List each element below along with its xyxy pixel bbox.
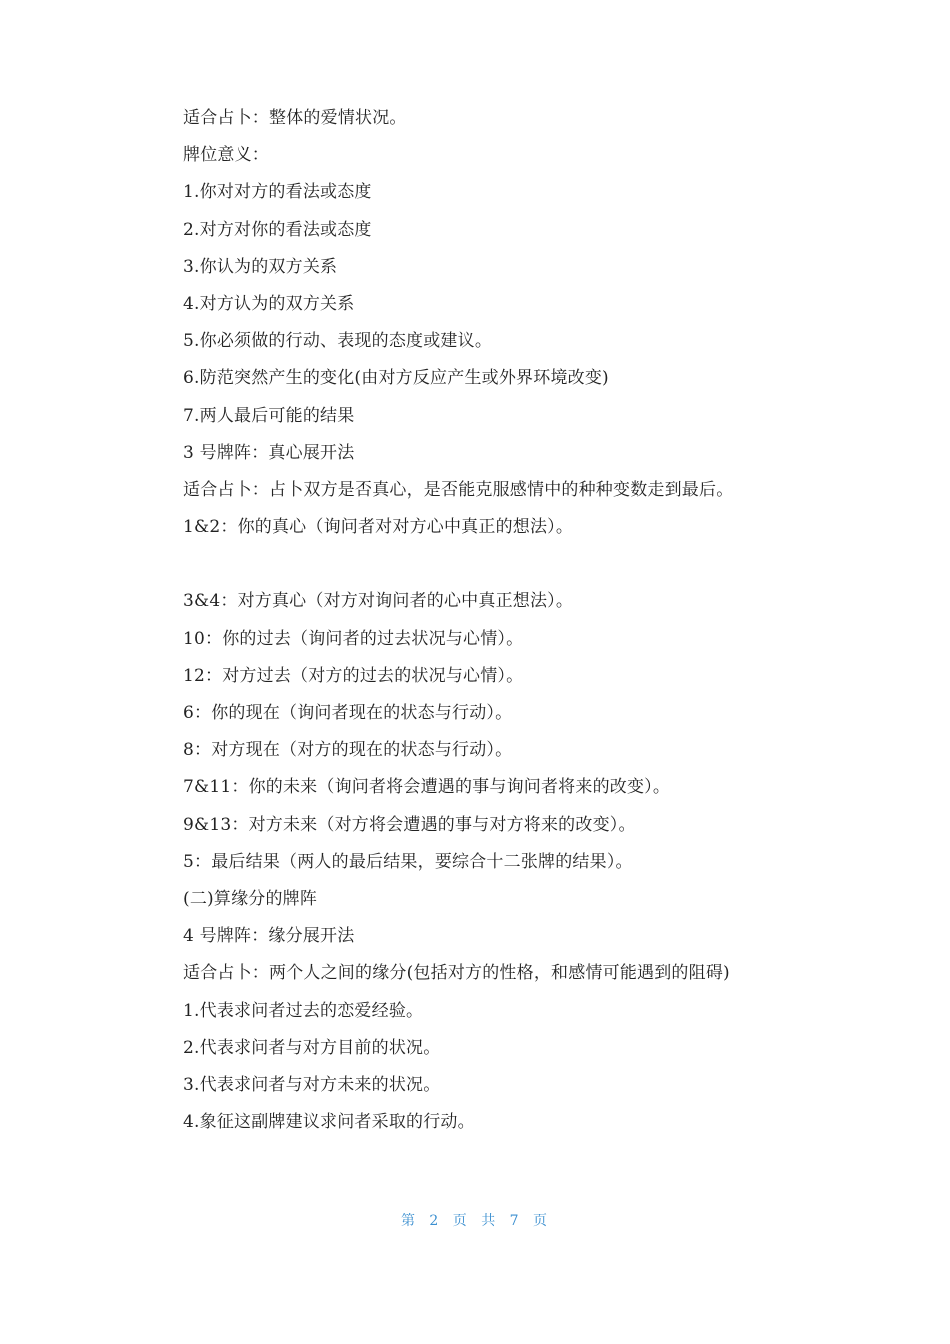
text-line: 7&11：你的未来（询问者将会遭遇的事与询问者将来的改变）。	[183, 777, 671, 798]
text-line: 牌位意义：	[183, 145, 269, 166]
text-line: 6：你的现在（询问者现在的状态与行动）。	[183, 703, 513, 723]
text-line: 3.你认为的双方关系	[183, 256, 338, 277]
text-line: 2.代表求问者与对方目前的状况。	[183, 1037, 441, 1058]
document-body	[183, 103, 873, 1144]
text-line: 5：最后结果（两人的最后结果，要综合十二张牌的结果）。	[183, 851, 633, 872]
text-line: 1.你对对方的看法或态度	[183, 182, 372, 203]
text-line: 6.防范突然产生的变化(由对方反应产生或外界环境改变)	[183, 368, 609, 389]
text-line: 5.你必须做的行动、表现的态度或建议。	[183, 331, 493, 352]
text-line: 8：对方现在（对方的现在的状态与行动）。	[183, 740, 513, 761]
text-line: 3.代表求问者与对方未来的状况。	[183, 1074, 441, 1095]
text-line: 10：你的过去（询问者的过去状况与心情）。	[183, 628, 524, 649]
text-line: 适合占卜：占卜双方是否真心，是否能克服感情中的种种变数走到最后。	[183, 479, 734, 500]
text-line: 4.对方认为的双方关系	[183, 293, 355, 314]
text-line: 适合占卜：整体的爱情状况。	[183, 108, 407, 128]
text-line: 9&13：对方未来（对方将会遭遇的事与对方将来的改变）。	[183, 814, 636, 835]
text-line: 12：对方过去（对方的过去的状况与心情）。	[183, 665, 524, 686]
section-heading: 3 号牌阵：真心展开法	[183, 442, 355, 463]
text-line: 1&2：你的真心（询问者对对方心中真正的想法）。	[183, 517, 574, 538]
text-line: 1.代表求问者过去的恋爱经验。	[183, 1000, 424, 1021]
blank-line	[183, 549, 873, 586]
text-line: 2.对方对你的看法或态度	[183, 219, 372, 240]
page-number-footer: 第 2 页 共 7 页	[400, 1213, 550, 1229]
text-line: 3&4：对方真心（对方对询问者的心中真正想法）。	[183, 591, 574, 612]
section-heading: 4 号牌阵：缘分展开法	[183, 926, 355, 947]
text-line: 7.两人最后可能的结果	[183, 405, 355, 426]
section-heading: (二)算缘分的牌阵	[183, 888, 318, 909]
text-line: 4.象征这副牌建议求问者采取的行动。	[183, 1112, 475, 1133]
text-line: 适合占卜：两个人之间的缘分(包括对方的性格，和感情可能遇到的阻碍)	[183, 963, 730, 984]
